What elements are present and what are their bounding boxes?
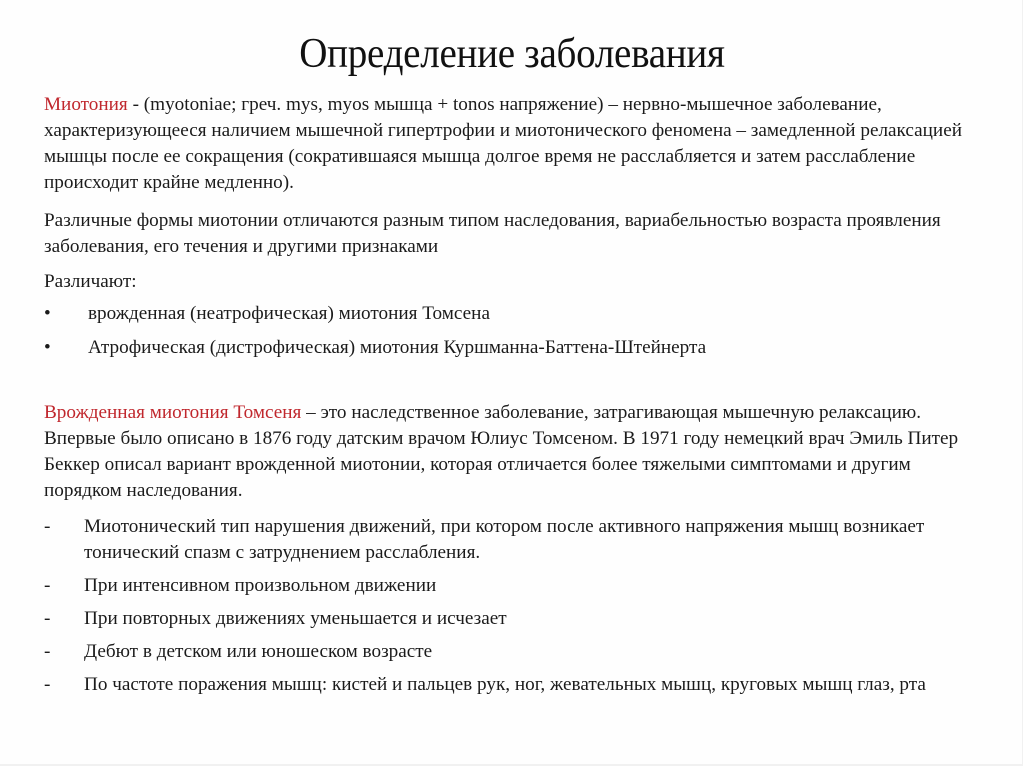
types-list: [44, 301, 994, 361]
list-item: [44, 672, 944, 698]
list-item: [44, 301, 994, 327]
bullet-icon: •: [44, 337, 51, 358]
forms-paragraph: Различные формы миотонии отличаются разным типом наследования, вариабельностью возраста проявления заболевания, его течения и другими признаками: [44, 210, 941, 257]
dash-icon: -: [44, 575, 51, 596]
feature-label: По частоте поражения мышц: кистей и пальцев рук, ног, жевательных мышц, круговых мышц глаз, рта: [84, 674, 926, 695]
slide-title: Определение заболевания: [299, 31, 725, 77]
distinguish-label: Различают:: [44, 271, 137, 292]
type-label: врожденная (неатрофическая) миотония Томсена: [88, 303, 490, 324]
list-item: [44, 639, 944, 665]
thomsen-block: [44, 400, 979, 504]
features-list: [44, 514, 944, 698]
feature-label: Дебют в детском или юношеском возрасте: [84, 641, 433, 662]
dash-icon: -: [44, 608, 51, 629]
list-item: [44, 335, 994, 361]
forms-block: [44, 208, 944, 260]
feature-label: Миотонический тип нарушения движений, при котором после активного напряжения мышц возникает тонический спазм с затруднением расслабления.: [84, 516, 925, 563]
definition-text: - (myotoniae; греч. mys, myos мышца + tonos напряжение) – нервно-мышечное заболевание, характеризующееся наличием мышечной гипертрофии и миотонического феномена – замедленной релаксацией мышцы после ее сокращения (сократившаяся мышца долгое время не расслабляется и затем расслабление происходит крайне медленно).: [44, 94, 962, 193]
definition-term: Миотония: [44, 94, 128, 115]
feature-label: При повторных движениях уменьшается и исчезает: [84, 608, 507, 629]
type-label: Атрофическая (дистрофическая) миотония Куршманна-Баттена-Штейнерта: [88, 337, 707, 358]
list-item: [44, 514, 944, 566]
thomsen-term: Врожденная миотония Томсеня: [44, 402, 302, 423]
definition-paragraph: [44, 92, 974, 196]
bullet-icon: •: [44, 303, 51, 324]
dash-icon: -: [44, 674, 51, 695]
distinguish-block: [44, 269, 994, 295]
feature-label: При интенсивном произвольном движении: [84, 575, 437, 596]
thomsen-text: – это наследственное заболевание, затрагивающая мышечную релаксацию. Впервые было описано в 1876 году датским врачом Юлиус Томсеном. В 1971 году немецкий врач Эмиль Питер Беккер описал вариант врожденной миотонии, которая отличается более тяжелыми симптомами и другим порядком наследования.: [44, 402, 959, 501]
thomsen-paragraph: [44, 400, 979, 504]
dash-icon: -: [44, 641, 51, 662]
dash-icon: -: [44, 516, 51, 537]
list-item: [44, 606, 944, 632]
list-item: [44, 573, 944, 599]
definition-block: [44, 92, 974, 196]
